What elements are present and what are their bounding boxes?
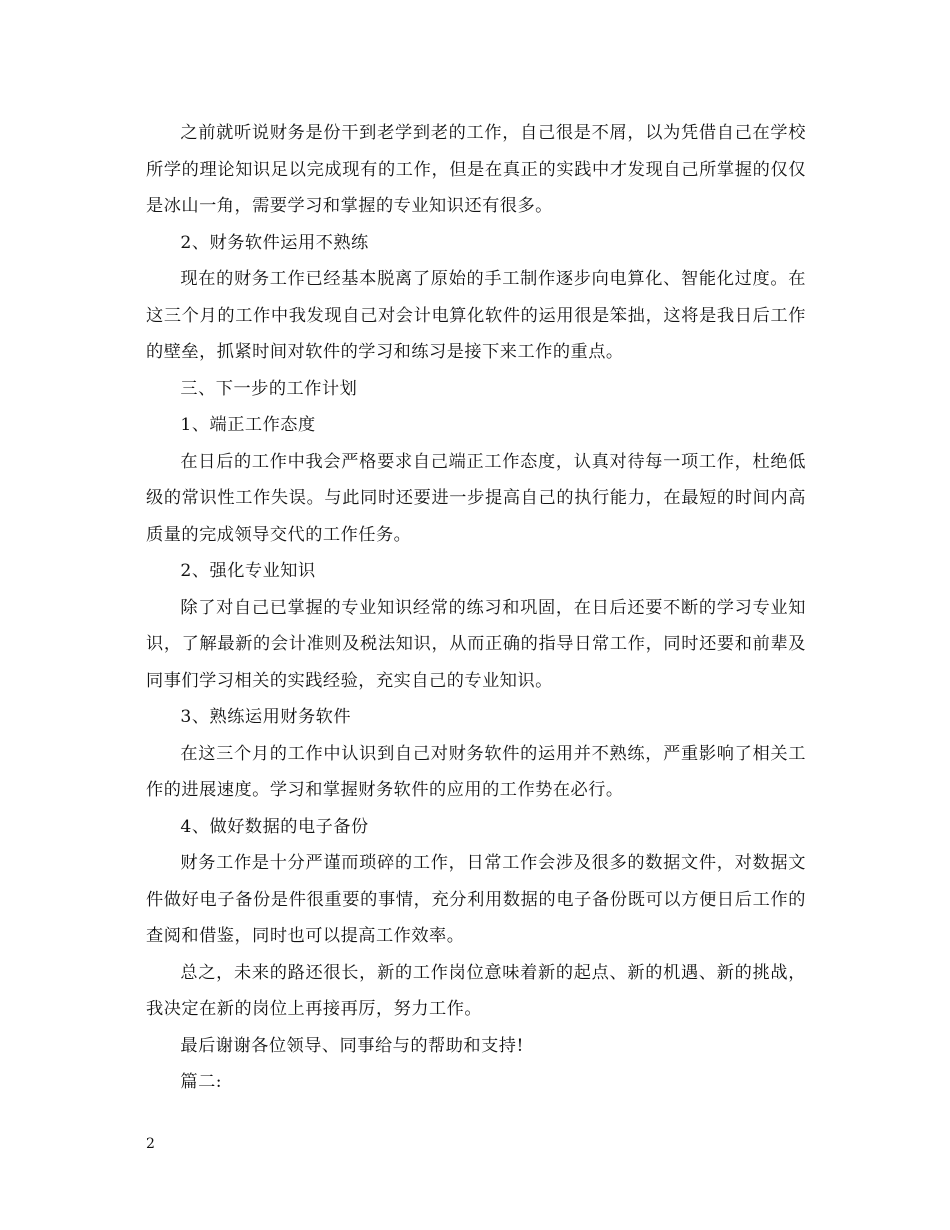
paragraph-strengthen-knowledge: 除了对自己已掌握的专业知识经常的练习和巩固，在日后还要不断的学习专业知识，了解最新的会计准则及税法知识，从而正确的指导日常工作，同时还要和前辈及同事们学习相关的实践经验，充实自己的专业知识。 — [146, 597, 806, 691]
page-number: 2 — [146, 1136, 155, 1152]
heading-next-plan: 三、下一步的工作计划 — [180, 378, 358, 399]
heading-software-skill: 2、财务软件运用不熟练 — [180, 232, 369, 253]
document-body — [146, 115, 806, 1101]
heading-work-attitude: 1、端正工作态度 — [180, 415, 316, 435]
paragraph-data-backup: 财务工作是十分严谨而琐碎的工作，日常工作会涉及很多的数据文件，对数据文件做好电子备份是件很重要的事情，充分利用数据的电子备份既可以方便日后工作的查阅和借鉴，同时也可以提高工作效率。 — [146, 853, 806, 946]
paragraph-software-skill: 现在的财务工作已经基本脱离了原始的手工制作逐步向电算化、智能化过度。在这三个月的工作中我发现自己对会计电算化软件的运用很是笨拙，这将是我日后工作的壁垒，抓紧时间对软件的学习和练习是接下来工作的重点。 — [146, 269, 806, 362]
paragraph-professional-knowledge: 之前就听说财务是份干到老学到老的工作，自己很是不屑，以为凭借自己在学校所学的理论知识足以完成现有的工作，但是在真正的实践中才发现自己所掌握的仅仅是冰山一角，需要学习和掌握的专业知识还有很多。 — [146, 123, 806, 216]
paragraph-conclusion: 总之，未来的路还很长，新的工作岗位意味着新的起点、新的机遇、新的挑战，我决定在新的岗位上再接再厉，努力工作。 — [146, 962, 806, 1019]
paragraph-work-attitude: 在日后的工作中我会严格要求自己端正工作态度，认真对待每一项工作，杜绝低级的常识性工作失误。与此同时还要进一步提高自己的执行能力，在最短的时间内高质量的完成领导交代的工作任务。 — [146, 451, 806, 545]
heading-strengthen-knowledge: 2、强化专业知识 — [180, 561, 316, 581]
paragraph-master-software: 在这三个月的工作中认识到自己对财务软件的运用并不熟练，严重影响了相关工作的进展速度。学习和掌握财务软件的应用的工作势在必行。 — [146, 743, 806, 800]
heading-data-backup: 4、做好数据的电子备份 — [180, 816, 369, 837]
heading-master-software: 3、熟练运用财务软件 — [180, 707, 352, 727]
paragraph-thanks: 最后谢谢各位领导、同事给与的帮助和支持! — [180, 1035, 524, 1056]
heading-part-two: 篇二: — [180, 1072, 223, 1092]
